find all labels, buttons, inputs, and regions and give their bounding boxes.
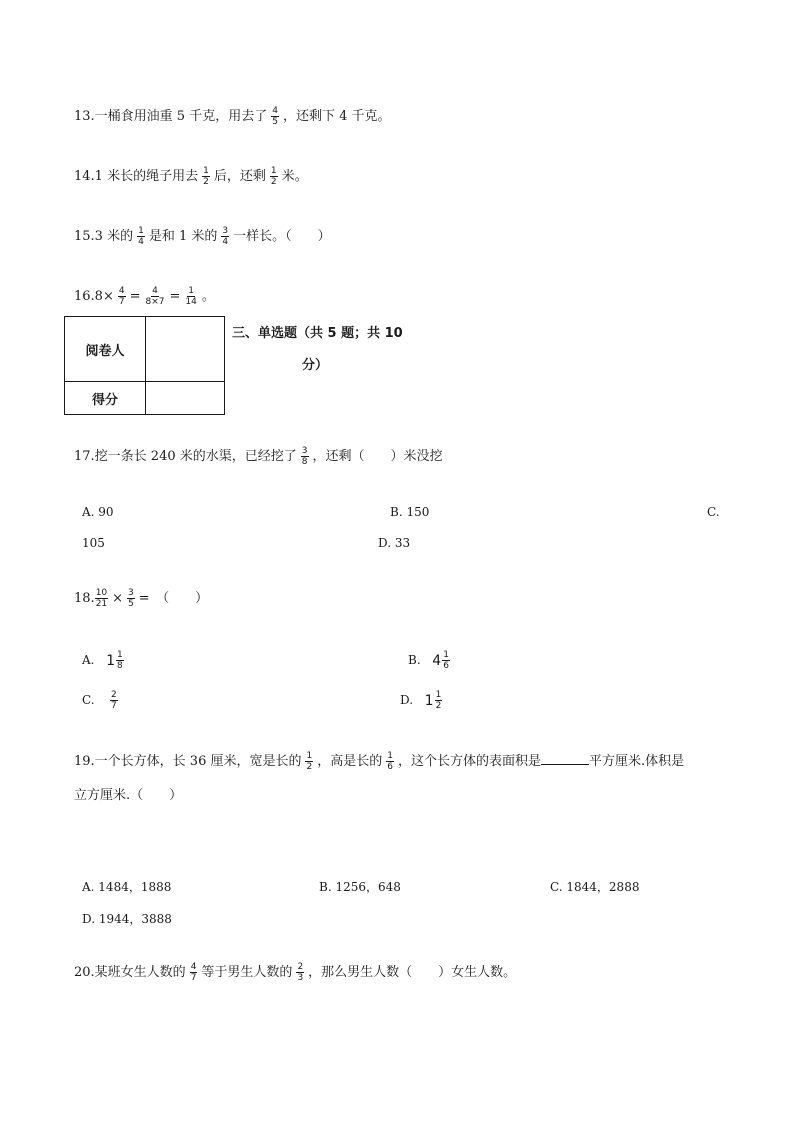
option-d[interactable]: D. 1 $\frac{1}{2}$: [400, 690, 442, 711]
score-cell: [146, 382, 225, 415]
fraction: $\frac{1}{4}$: [138, 226, 144, 247]
fraction: $\frac{2}{3}$: [297, 962, 304, 983]
question-20: 20.某班女生人数的 $\frac{4}{7}$ 等于男生人数的 $\frac{2}{3}$ ，那么男生人数（ ）女生人数。: [74, 962, 517, 983]
question-16: 16.8× $\frac{4}{7}$ = $\frac{4}{8\times 7}$ = $\frac{1}{14}$ 。: [74, 286, 215, 307]
option-d[interactable]: D. 1944，3888: [82, 912, 172, 926]
option-c-label[interactable]: C.: [707, 505, 720, 519]
option-d[interactable]: D. 33: [378, 536, 411, 550]
fraction: $\frac{3}{4}$: [222, 226, 229, 247]
option-c[interactable]: C. 1844，2888: [550, 880, 640, 894]
score-table: [64, 316, 225, 415]
fraction: $\frac{4}{5}$: [272, 106, 278, 127]
fraction: $\frac{10}{21}$: [95, 588, 108, 609]
grader-cell: [146, 317, 225, 382]
question-19-cont: 立方厘米.（ ）: [74, 788, 183, 803]
option-b[interactable]: B. 1256，648: [319, 880, 401, 894]
option-a[interactable]: A. 1484，1888: [82, 880, 172, 894]
option-c-value: 105: [82, 536, 105, 550]
option-a[interactable]: A. 1 $\frac{1}{8}$: [82, 650, 123, 671]
fraction: $\frac{4}{8\times 7}$: [145, 286, 165, 307]
grader-label: 阅卷人: [65, 317, 146, 382]
option-b[interactable]: B. 4 $\frac{1}{6}$: [408, 650, 449, 671]
fraction: $\frac{3}{8}$: [301, 446, 308, 467]
question-14: 14.1 米长的绳子用去 $\frac{1}{2}$ 后，还剩 $\frac{1}{2}$ 米。: [74, 166, 308, 187]
question-15: 15.3 米的 $\frac{1}{4}$ 是和 1 米的 $\frac{3}{4}$ 一样长。（ ）: [74, 226, 331, 247]
option-c[interactable]: C. $\frac{2}{7}$: [82, 690, 117, 711]
option-b[interactable]: B. 150: [390, 505, 430, 519]
fraction: $\frac{1}{2}$: [203, 166, 209, 187]
option-a[interactable]: A. 90: [82, 505, 114, 519]
question-18: 18. $\frac{10}{21}$ × $\frac{3}{5}$ = （ ）: [74, 588, 209, 609]
score-label: 得分: [65, 382, 146, 415]
fraction: $\frac{1}{2}$: [270, 166, 277, 187]
fraction: $\frac{1}{6}$: [387, 751, 393, 772]
fraction: $\frac{4}{7}$: [118, 286, 125, 307]
fraction: $\frac{3}{5}$: [128, 588, 134, 609]
fraction: $\frac{1}{14}$: [185, 286, 197, 307]
answer-blank[interactable]: [541, 750, 589, 765]
section-title: 三、单选题（共 5 题；共 10: [232, 326, 403, 341]
question-19: 19.一个长方体，长 36 厘米，宽是长的 $\frac{1}{2}$ ，高是长的 $\frac{1}{6}$ ，这个长方体的表面积是 平方厘米.体积是: [74, 751, 685, 772]
question-13: 13.一桶食用油重 5 千克，用去了 $\frac{4}{5}$ ，还剩下 4 千克。: [74, 106, 391, 127]
section-title-cont: 分）: [302, 358, 329, 373]
question-17: 17.挖一条长 240 米的水渠，已经挖了 $\frac{3}{8}$ ，还剩（ ）米没挖: [74, 446, 443, 467]
fraction: $\frac{1}{2}$: [306, 751, 313, 772]
fraction: $\frac{4}{7}$: [190, 962, 197, 983]
